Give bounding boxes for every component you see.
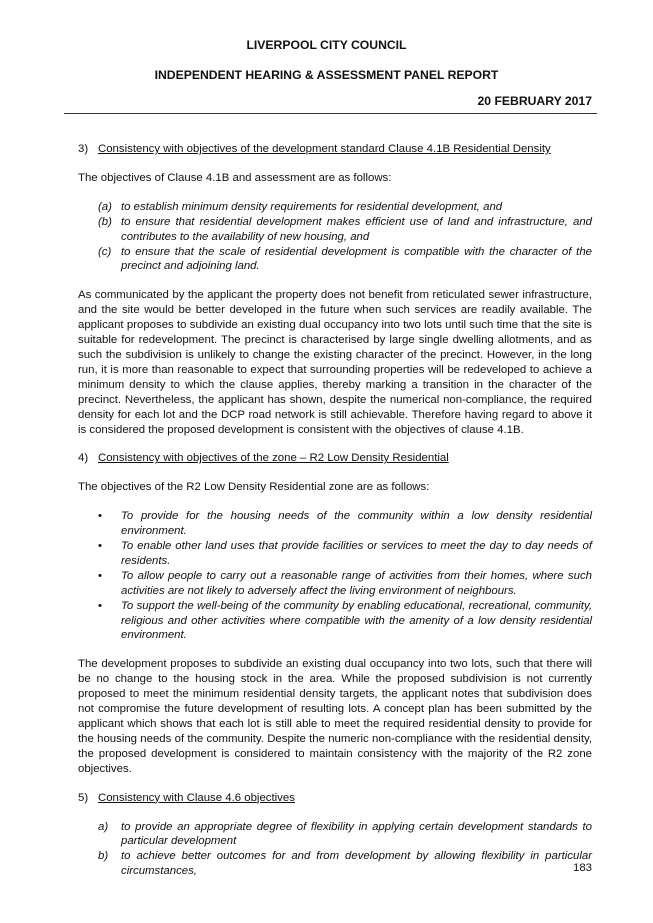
item-text: To enable other land uses that provide facilities or services to meet the day to day needs of residents.	[121, 540, 592, 567]
council-heading: LIVERPOOL CITY COUNCIL	[246, 38, 407, 52]
list-item	[98, 200, 592, 215]
section-5-number: 5)	[78, 791, 89, 804]
section-5-title: Consistency with Clause 4.6 objectives	[98, 791, 295, 804]
bullet-icon: •	[98, 569, 102, 582]
section-4-assessment: The development proposes to subdivide an existing dual occupancy into two lots, such that there will be no change to the housing stock in the area. While the proposed subdivision is not currently proposed to meet the minimum residential density targets, the applicant notes that subdivision does not compromise the future development of resulting lots. A concept plan has been submitted by the applicant which shows that each lot is still able to meet the required residential density to provide for the housing needs of the community. Despite the numeric non-compliance with the residential density, the proposed development is considered to maintain consistency with the majority of the R2 zone objectives.	[78, 658, 592, 775]
list-item	[98, 849, 592, 879]
bullet-icon: •	[98, 540, 102, 553]
section-3-title: Consistency with objectives of the development standard Clause 4.1B Residential Density	[98, 143, 551, 155]
item-text: to achieve better outcomes for and from development by allowing flexibility in particular circumstances,	[121, 850, 592, 878]
report-date: 20 FEBRUARY 2017	[477, 94, 592, 108]
list-item	[98, 539, 592, 569]
report-body	[78, 142, 592, 879]
item-text: to provide an appropriate degree of flexibility in applying certain development standards to particular development	[121, 820, 592, 848]
item-marker: (c)	[98, 245, 112, 258]
list-item	[98, 509, 592, 539]
section-3-number: 3)	[78, 143, 89, 155]
item-text: To allow people to carry out a reasonable range of activities from their homes, where such activities are not likely to adversely affect the living environment of neighbours.	[121, 569, 592, 597]
section-5-heading	[78, 791, 592, 806]
item-marker: b)	[98, 850, 109, 863]
section-4-objectives	[98, 509, 592, 643]
list-item	[98, 820, 592, 850]
section-4-title: Consistency with objectives of the zone – R2 Low Density Residential	[98, 452, 449, 465]
item-marker: (a)	[98, 200, 112, 213]
item-text: To support the well-being of the community by enabling educational, recreational, community, religious and other activities where compatible with the amenity of a low density residential environment.	[121, 599, 592, 642]
item-text: to ensure that the scale of residential development is compatible with the character of the precinct and adjoining land.	[121, 245, 592, 273]
item-marker: (b)	[98, 215, 112, 228]
section-4-number: 4)	[78, 452, 89, 465]
item-text: To provide for the housing needs of the community within a low density residential environment.	[121, 510, 592, 538]
report-heading: INDEPENDENT HEARING & ASSESSMENT PANEL REPORT	[154, 68, 499, 82]
section-4-heading	[78, 451, 592, 466]
bullet-icon: •	[98, 599, 102, 612]
list-item	[98, 215, 592, 245]
section-3-intro: The objectives of Clause 4.1B and assessment are as follows:	[78, 171, 392, 184]
list-item	[98, 245, 592, 275]
header-rule	[64, 113, 597, 114]
item-text: to establish minimum density requirements for residential development, and	[121, 200, 503, 213]
section-3-heading	[78, 142, 592, 157]
list-item	[98, 569, 592, 599]
list-item	[98, 599, 592, 644]
section-3-objectives	[98, 200, 592, 275]
item-text: to ensure that residential development makes efficient use of land and infrastructure, and contributes to the availability of new housing, and	[121, 215, 592, 243]
section-3-assessment: As communicated by the applicant the property does not benefit from reticulated sewer infrastructure, and the site would be better developed in the future when such services are readily available. The applicant proposes to subdivide an existing dual occupancy into two lots until such time that the site is suitable for redevelopment. The precinct is characterised by large single dwelling allotments, and as such the subdivision is unlikely to change the existing character of the precinct. However, in the long run, it is more than reasonable to expect that surrounding properties will be redeveloped to achieve a minimum density to which the clause applies, thereby marking a transition in the character of the precinct. Nevertheless, the applicant has shown, despite the numerical non-compliance, the required density for each lot and the DCP road network is still achievable. Therefore having regard to above it is considered the proposed development is consistent with the objectives of clause 4.1B.	[78, 289, 592, 436]
item-marker: a)	[98, 820, 109, 833]
page-number: 183	[572, 862, 592, 874]
section-5-objectives	[98, 820, 592, 880]
bullet-icon: •	[98, 510, 102, 523]
section-4-intro: The objectives of the R2 Low Density Residential zone are as follows:	[78, 481, 430, 494]
